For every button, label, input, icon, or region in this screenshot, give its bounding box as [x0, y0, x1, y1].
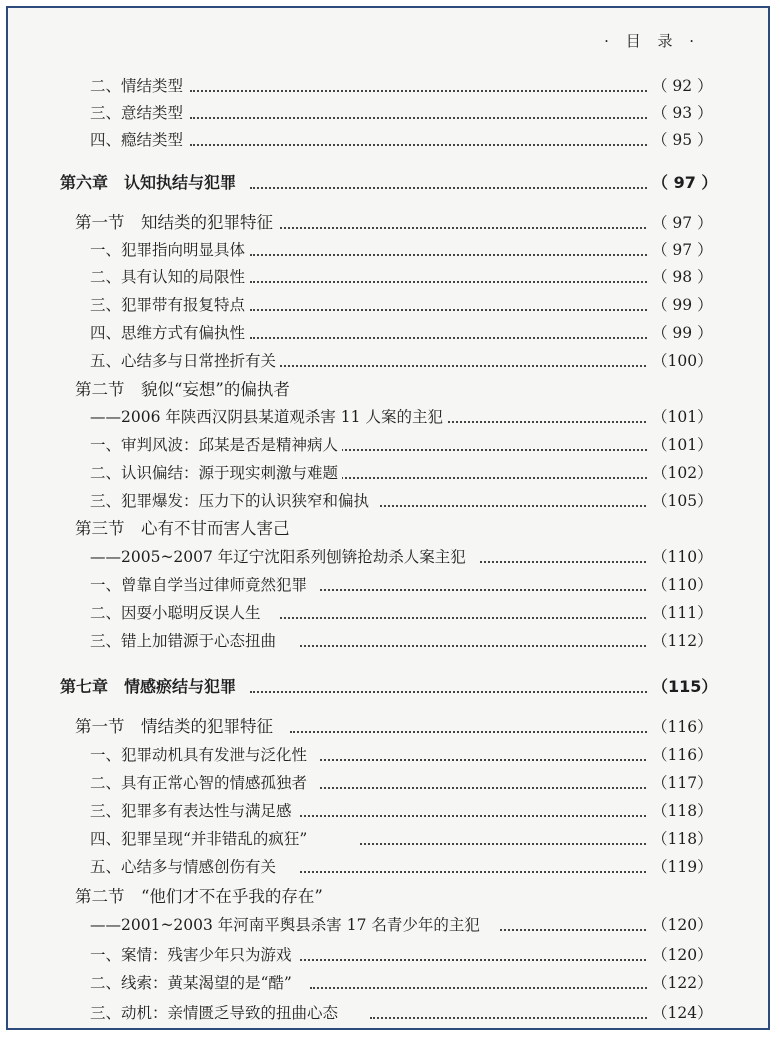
toc-chapter-title: 第七章 情感瘀结与犯罪 — [60, 674, 240, 700]
toc-chapter — [0, 170, 780, 196]
toc-leader-dots — [480, 561, 670, 563]
toc-leader-dots — [190, 90, 670, 92]
toc-entry — [0, 460, 780, 486]
toc-leader-dots — [190, 117, 670, 119]
toc-leader-dots — [280, 227, 670, 229]
toc-leader-dots — [300, 871, 670, 873]
toc-leader-dots — [500, 929, 670, 931]
toc-section — [0, 377, 780, 403]
toc-entry — [0, 770, 780, 796]
toc-entry — [0, 600, 780, 626]
toc-page-number: （118） — [648, 798, 700, 824]
toc-section — [0, 714, 780, 740]
toc-entry-subtitle: ——2006 年陕西汉阴县某道观杀害 11 人案的主犯 — [90, 404, 447, 430]
toc-entry — [0, 404, 780, 430]
toc-leader-dots — [250, 187, 670, 189]
toc-leader-dots — [290, 731, 670, 733]
toc-page-number: （122） — [648, 970, 700, 996]
toc-leader-dots — [250, 309, 670, 311]
toc-entry — [0, 264, 780, 290]
running-head: · 目 录 · — [604, 32, 700, 50]
toc-leader-dots — [320, 759, 670, 761]
toc-page-number: （112） — [648, 628, 700, 654]
toc-entry — [0, 1000, 780, 1026]
toc-leader-dots — [250, 691, 670, 693]
toc-page-number: （ 99 ） — [648, 292, 700, 318]
toc-leader-dots — [300, 815, 670, 817]
toc-leader-dots — [330, 477, 670, 479]
toc-page-number: （115） — [648, 674, 700, 700]
toc-entry-title: 二、具有正常心智的情感孤独者 — [90, 770, 311, 796]
toc-entry-title: 五、心结多与日常挫折有关 — [90, 348, 280, 374]
toc-entry-title: 三、动机：亲情匮乏导致的扭曲心态 — [90, 1000, 342, 1026]
toc-section-title: 第一节 情结类的犯罪特征 — [75, 714, 277, 740]
toc-page-number: （111） — [648, 600, 700, 626]
toc-leader-dots — [370, 1017, 670, 1019]
toc-leader-dots — [190, 144, 670, 146]
toc-page-number: （ 95 ） — [648, 127, 700, 153]
toc-leader-dots — [380, 505, 670, 507]
toc-entry — [0, 432, 780, 458]
toc-entry — [0, 348, 780, 374]
toc-page-number: （101） — [648, 404, 700, 430]
toc-leader-dots — [310, 987, 670, 989]
toc-leader-dots — [300, 645, 670, 647]
toc-entry-title: 二、线索：黄某渴望的是“酷” — [90, 970, 296, 996]
toc-leader-dots — [320, 787, 670, 789]
toc-entry-title: 一、审判风波：邱某是否是精神病人 — [90, 432, 342, 458]
toc-section — [0, 210, 780, 236]
toc-entry — [0, 826, 780, 852]
toc-leader-dots — [250, 254, 670, 256]
toc-entry — [0, 942, 780, 968]
toc-page-number: （ 97 ） — [648, 170, 700, 196]
toc-entry — [0, 292, 780, 318]
toc-page-number: （116） — [648, 714, 700, 740]
toc-leader-dots — [320, 589, 670, 591]
toc-section-title: 第三节 心有不甘而害人害己 — [75, 516, 294, 542]
toc-page-number: （ 97 ） — [648, 210, 700, 236]
toc-leader-dots — [360, 843, 670, 845]
toc-leader-dots — [280, 617, 670, 619]
toc-page-number: （ 98 ） — [648, 264, 700, 290]
toc-page-number: （ 97 ） — [648, 237, 700, 263]
toc-entry-title: 一、案情：残害少年只为游戏 — [90, 942, 296, 968]
toc-entry-title: 四、瘾结类型 — [90, 127, 187, 153]
toc-leader-dots — [330, 449, 670, 451]
toc-entry — [0, 798, 780, 824]
toc-page-number: （102） — [648, 460, 700, 486]
toc-chapter-title: 第六章 认知执结与犯罪 — [60, 170, 240, 196]
toc-page-number: （ 92 ） — [648, 73, 700, 99]
toc-entry-subtitle: ——2005~2007 年辽宁沈阳系列刨锛抢劫杀人案主犯 — [90, 544, 470, 570]
toc-leader-dots — [420, 421, 670, 423]
toc-entry-title: 三、犯罪多有表达性与满足感 — [90, 798, 296, 824]
toc-page-number: （120） — [648, 942, 700, 968]
toc-entry-title: 五、心结多与情感创伤有关 — [90, 854, 280, 880]
toc-entry-title: 二、情结类型 — [90, 73, 187, 99]
toc-leader-dots — [300, 959, 670, 961]
toc-section-title: 第一节 知结类的犯罪特征 — [75, 210, 277, 236]
toc-page-number: （118） — [648, 826, 700, 852]
toc-entry — [0, 320, 780, 346]
toc-leader-dots — [250, 337, 670, 339]
toc-entry-title: 四、犯罪呈现“并非错乱的疯狂” — [90, 826, 311, 852]
toc-entry — [0, 970, 780, 996]
toc-page-number: （110） — [648, 544, 700, 570]
toc-entry-title: 三、犯罪带有报复特点 — [90, 292, 249, 318]
toc-page-number: （100） — [648, 348, 700, 374]
toc-entry-title: 三、错上加错源于心态扭曲 — [90, 628, 280, 654]
toc-entry-title: 三、意结类型 — [90, 100, 187, 126]
toc-entry — [0, 628, 780, 654]
toc-page-number: （101） — [648, 432, 700, 458]
toc-page-number: （117） — [648, 770, 700, 796]
toc-entry-title: 二、具有认知的局限性 — [90, 264, 249, 290]
toc-page-number: （ 93 ） — [648, 100, 700, 126]
toc-entry — [0, 854, 780, 880]
toc-entry — [0, 127, 780, 153]
toc-chapter — [0, 674, 780, 700]
toc-entry — [0, 742, 780, 768]
toc-entry — [0, 73, 780, 99]
toc-page-number: （119） — [648, 854, 700, 880]
toc-section-title: 第二节 貌似“妄想”的偏执者 — [75, 377, 294, 403]
toc-entry-title: 二、认识偏结：源于现实刺激与难题 — [90, 460, 342, 486]
toc-entry-title: 二、因耍小聪明反误人生 — [90, 600, 265, 626]
toc-entry — [0, 572, 780, 598]
toc-entry — [0, 237, 780, 263]
toc-entry-title: 一、犯罪动机具有发泄与泛化性 — [90, 742, 311, 768]
toc-entry — [0, 912, 780, 938]
toc-page-number: （ 99 ） — [648, 320, 700, 346]
toc-entry-title: 四、思维方式有偏执性 — [90, 320, 249, 346]
toc-entry-title: 一、曾靠自学当过律师竟然犯罪 — [90, 572, 311, 598]
toc-leader-dots — [280, 365, 670, 367]
toc-page-number: （105） — [648, 488, 700, 514]
toc-entry-title: 三、犯罪爆发：压力下的认识狭窄和偏执 — [90, 488, 373, 514]
toc-entry-title: 一、犯罪指向明显具体 — [90, 237, 249, 263]
toc-page-number: （124） — [648, 1000, 700, 1026]
toc-entry — [0, 100, 780, 126]
toc-entry — [0, 488, 780, 514]
toc-leader-dots — [250, 281, 670, 283]
toc-entry — [0, 544, 780, 570]
toc-section-title: 第二节 “他们才不在乎我的存在” — [75, 884, 327, 910]
toc-page-number: （120） — [648, 912, 700, 938]
toc-section — [0, 516, 780, 542]
toc-page-number: （116） — [648, 742, 700, 768]
toc-section — [0, 884, 780, 910]
toc-entry-subtitle: ——2001~2003 年河南平舆县杀害 17 名青少年的主犯 — [90, 912, 484, 938]
toc-page-number: （110） — [648, 572, 700, 598]
